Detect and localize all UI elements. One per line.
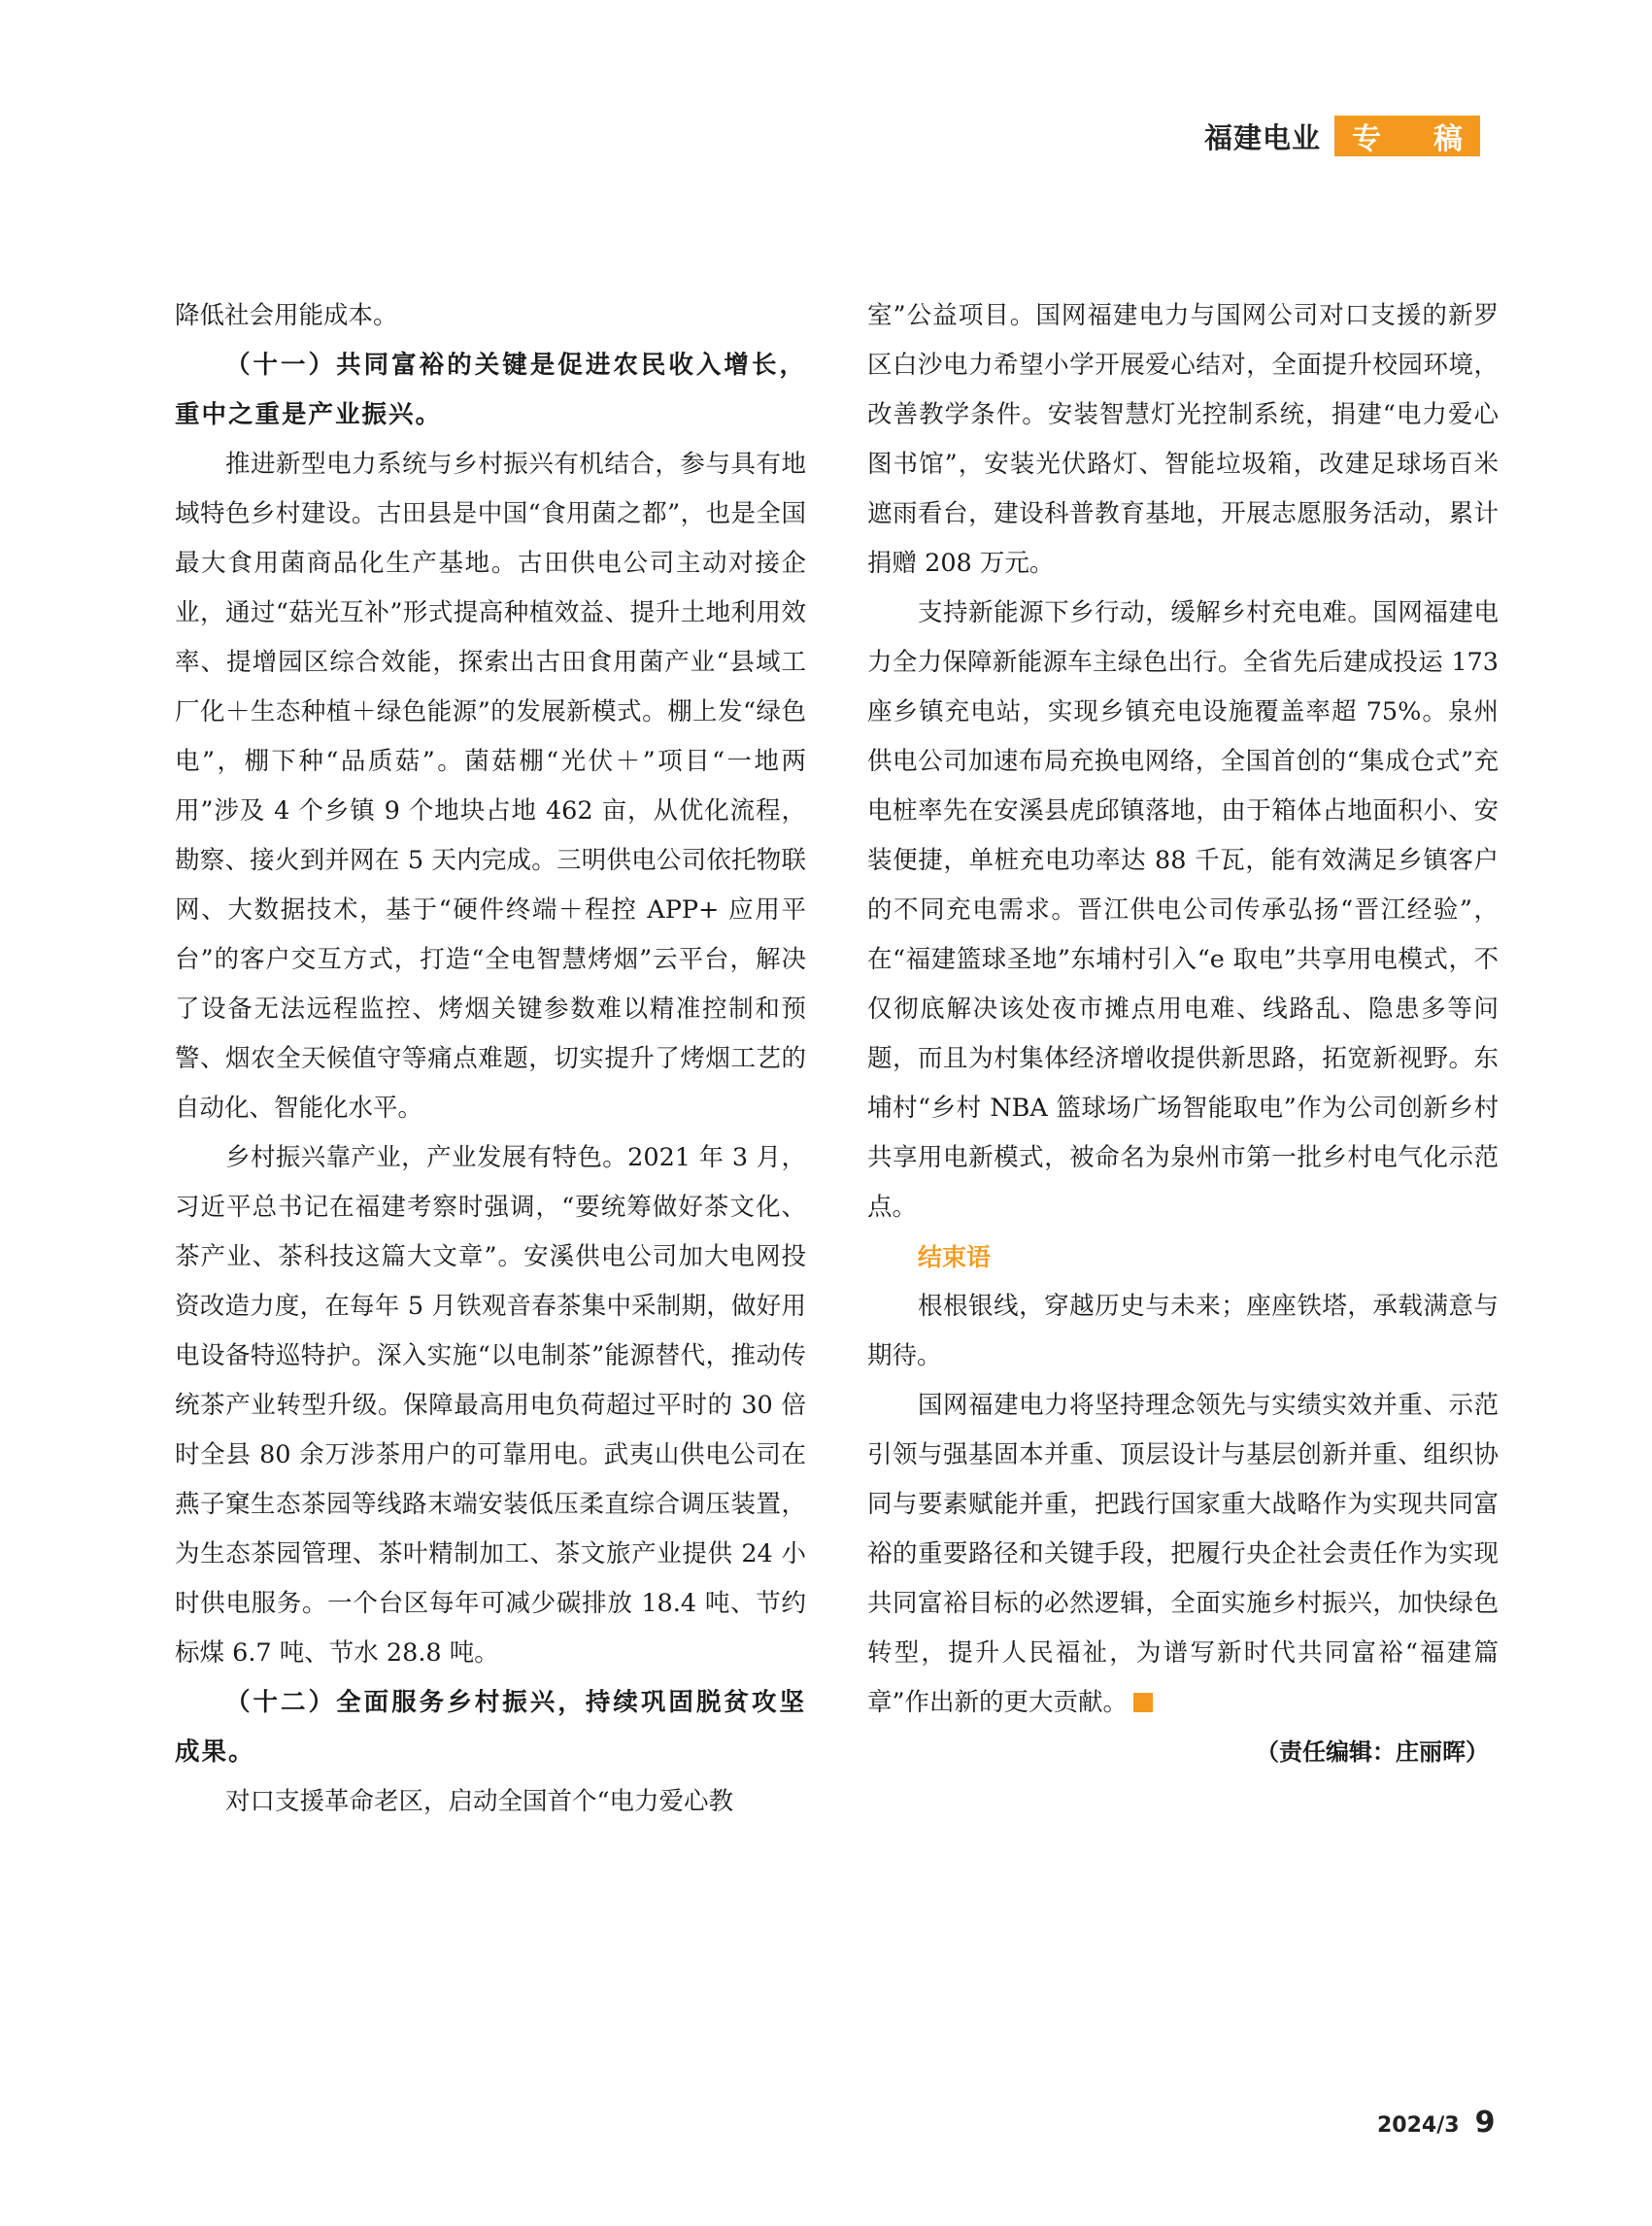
right-column [867, 291, 1499, 1777]
section-heading [175, 1678, 806, 1777]
paragraph-text: 室”公益项目。国网福建电力与国网公司对口支援的新罗区白沙电力希望小学开展爱心结对，全面提升校园环境，改善教学条件。安装智慧灯光控制系统，捐建“电力爱心图书馆”，安装光伏路灯、智能垃圾箱，改建足球场百米遮雨看台，建设科普教育基地，开展志愿服务活动，累计捐赠 208 万元。 [867, 301, 1499, 578]
paragraph-text: 根根银线，穿越历史与未来；座座铁塔，承载满意与期待。 [867, 1292, 1499, 1370]
page-footer [1377, 2106, 1495, 2140]
page-number: 9 [1474, 2106, 1496, 2140]
paragraph [867, 1381, 1499, 1728]
paragraph-continued [175, 291, 806, 341]
section-badge-char-1: 专 [1352, 122, 1382, 156]
section-heading [175, 341, 806, 440]
paragraph [867, 589, 1499, 1232]
paragraph [175, 1777, 806, 1827]
section-badge [1334, 116, 1480, 156]
paragraph [867, 1282, 1499, 1381]
magazine-title: 福建电业 [1204, 120, 1322, 154]
subsection-heading [867, 1232, 1499, 1282]
paragraph [175, 440, 806, 1133]
paragraph-text: 支持新能源下乡行动，缓解乡村充电难。国网福建电力全力保障新能源车主绿色出行。全省先后建成投运 173 座乡镇充电站，实现乡镇充电设施覆盖率超 75%。泉州供电公司加速布局充换电网络，全国首创的“集成仓式”充电桩率先在安溪县虎邱镇落地，由于箱体占地面积小、安装便捷，单桩充电功率达 88 千瓦，能有效满足乡镇客户的不同充电需求。晋江供电公司传承弘扬“晋江经验”，在“福建篮球圣地”东埔村引入“e 取电”共享用电模式，不仅彻底解决该处夜市摊点用电难、线路乱、隐患多等问题，而且为村集体经济增收提供新思路，拓宽新视野。东埔村“乡村 NBA 篮球场广场智能取电”作为公司创新乡村共享用电新模式，被命名为泉州市第一批乡村电气化示范点。 [867, 598, 1499, 1222]
paragraph-text: 乡村振兴靠产业，产业发展有特色。2021 年 3 月，习近平总书记在福建考察时强调，“要统筹做好茶文化、茶产业、茶科技这篇大文章”。安溪供电公司加大电网投资改造力度，在每年 5 月铁观音春茶集中采制期，做好用电设备特巡特护。深入实施“以电制茶”能源替代，推动传统茶产业转型升级。保障最高用电负荷超过平时的 30 倍时全县 80 余万涉茶用户的可靠用电。武夷山供电公司在燕子窠生态茶园等线路末端安装低压柔直综合调压装置，为生态茶园管理、茶叶精制加工、茶文旅产业提供 24 小时供电服务。一个台区每年可减少碳排放 18.4 吨、节约标煤 6.7 吨、节水 28.8 吨。 [175, 1143, 806, 1668]
paragraph-text: 结束语 [918, 1243, 992, 1271]
left-column [175, 291, 806, 1827]
paragraph-text: 国网福建电力将坚持理念领先与实绩实效并重、示范引领与强基固本并重、顶层设计与基层创新并重、组织协同与要素赋能并重，把践行国家重大战略作为实现共同富裕的重要路径和关键手段，把履行央企社会责任作为实现共同富裕目标的必然逻辑，全面实施乡村振兴，加快绿色转型，提升人民福祉，为谱写新时代共同富裕“福建篇章”作出新的更大贡献。 [867, 1391, 1499, 1717]
page-header [1204, 115, 1480, 157]
section-badge-char-2: 稿 [1433, 122, 1464, 156]
editor-credit: （责任编辑：庄丽晖） [1256, 1738, 1489, 1766]
paragraph [175, 1133, 806, 1678]
paragraph-text: （十二）全面服务乡村振兴，持续巩固脱贫攻坚成果。 [175, 1688, 806, 1767]
paragraph-text: 对口支援革命老区，启动全国首个“电力爱心教 [225, 1787, 734, 1816]
issue-number: 2024/3 [1377, 2113, 1460, 2138]
paragraph-text: 降低社会用能成本。 [175, 301, 398, 330]
paragraph-text: （十一）共同富裕的关键是促进农民收入增长，重中之重是产业振兴。 [175, 351, 806, 429]
end-mark-icon [1133, 1693, 1153, 1712]
paragraph-text: 推进新型电力系统与乡村振兴有机结合，参与具有地域特色乡村建设。古田县是中国“食用菌之都”，也是全国最大食用菌商品化生产基地。古田供电公司主动对接企业，通过“菇光互补”形式提高种植效益、提升土地利用效率、提增园区综合效能，探索出古田食用菌产业“县域工厂化＋生态种植＋绿色能源”的发展新模式。棚上发“绿色电”，棚下种“品质菇”。菌菇棚“光伏＋”项目“一地两用”涉及 4 个乡镇 9 个地块占地 462 亩，从优化流程，勘察、接火到并网在 5 天内完成。三明供电公司依托物联网、大数据技术，基于“硬件终端＋程控 APP+ 应用平台”的客户交互方式，打造“全电智慧烤烟”云平台，解决了设备无法远程监控、烤烟关键参数难以精准控制和预警、烟农全天候值守等痛点难题，切实提升了烤烟工艺的自动化、智能化水平。 [175, 450, 806, 1123]
paragraph-continued [867, 291, 1499, 589]
